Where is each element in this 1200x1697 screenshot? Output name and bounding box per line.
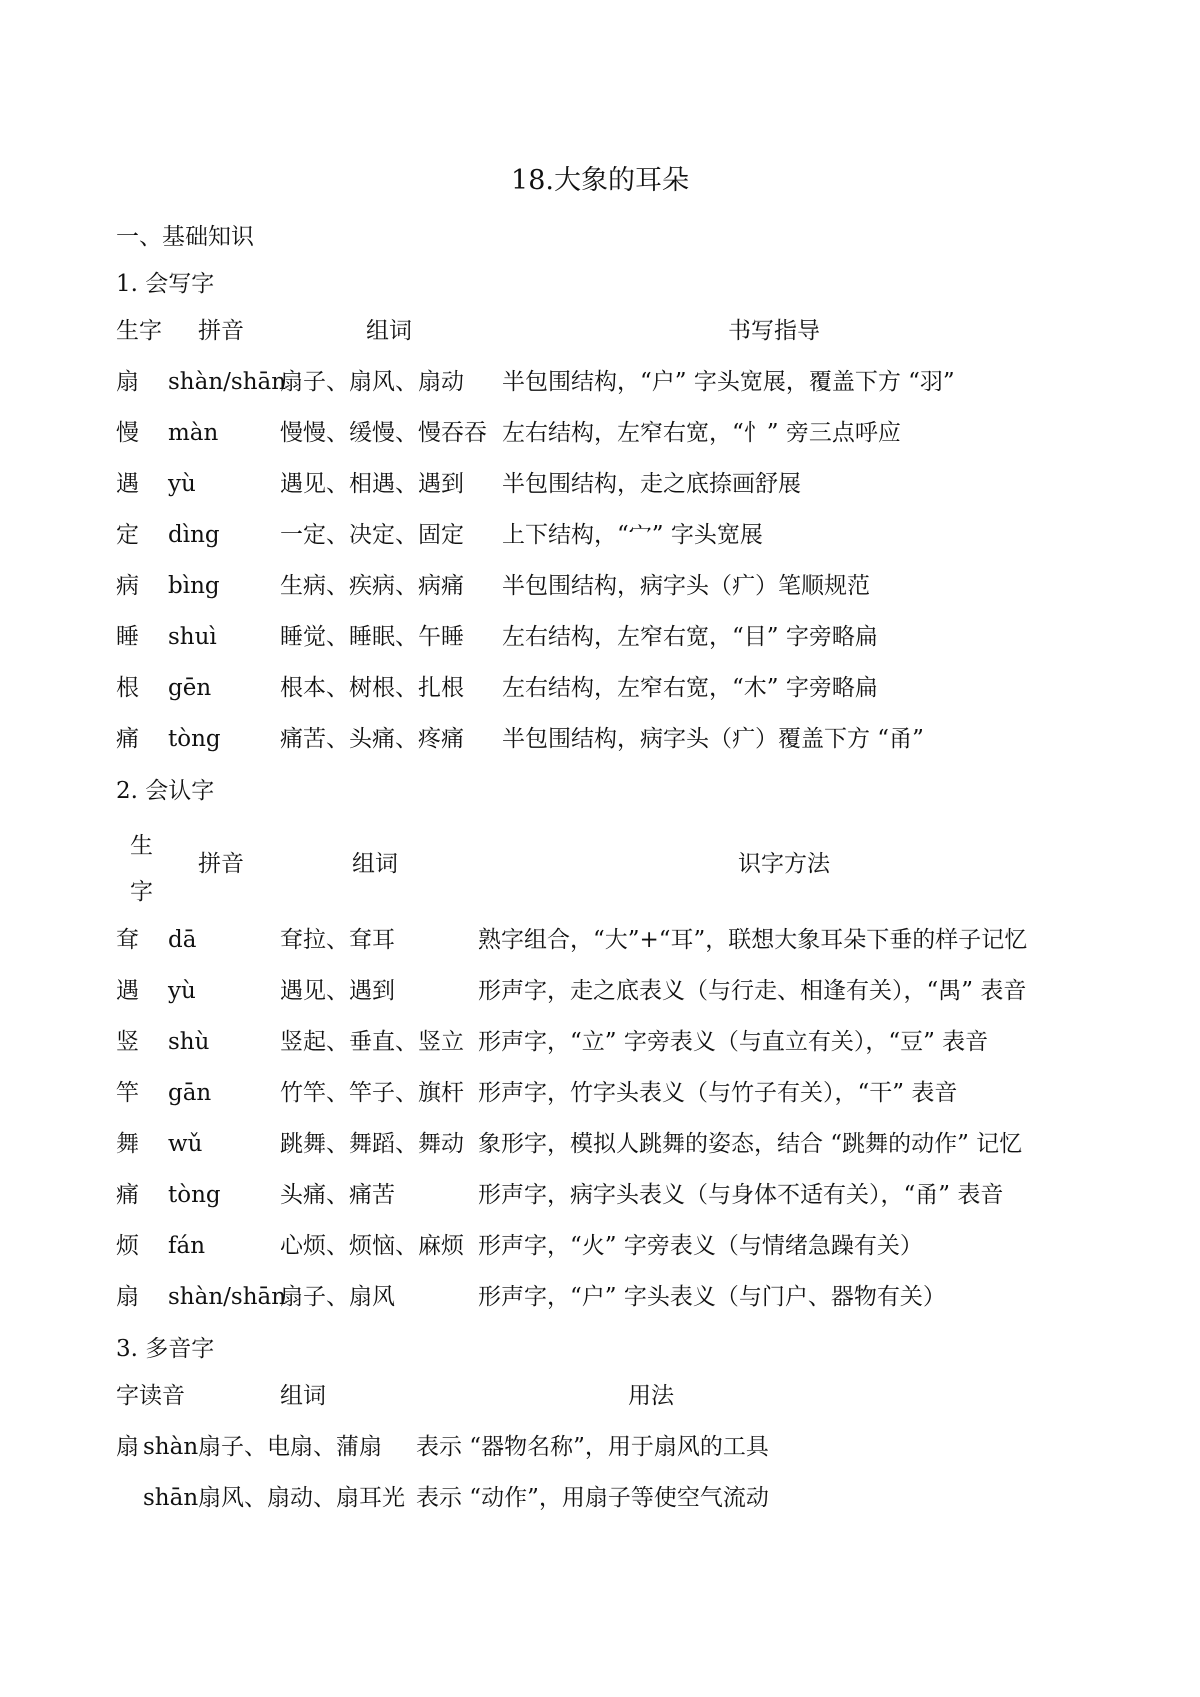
row-char: 慢 — [116, 420, 139, 446]
header-method: 识字方法 — [738, 851, 830, 877]
row-pinyin: bìng — [168, 573, 220, 599]
row-pinyin: tòng — [168, 726, 221, 752]
row-method: 形声字，病字头表义（与身体不适有关），“甬” 表音 — [478, 1182, 1004, 1208]
header-guide: 书写指导 — [728, 318, 820, 344]
table-row — [116, 1180, 1116, 1231]
row-words: 生病、疾病、病痛 — [280, 573, 464, 599]
row-pinyin: yù — [168, 978, 196, 1004]
row-guide: 半包围结构，病字头（疒）笔顺规范 — [502, 573, 870, 599]
row-guide: 左右结构，左窄右宽，“木” 字旁略扁 — [502, 675, 878, 701]
row-char: 痛 — [116, 726, 139, 752]
row-pinyin: tòng — [168, 1182, 221, 1208]
row-usage: 表示 “器物名称”，用于扇风的工具 — [416, 1434, 769, 1460]
row-guide: 上下结构，“宀” 字头宽展 — [502, 522, 763, 548]
polyphone-table-header — [116, 1381, 1116, 1432]
row-guide: 半包围结构，病字头（疒）覆盖下方 “甬” — [502, 726, 924, 752]
row-words: 竹竿、竿子、旗杆 — [280, 1080, 464, 1106]
polyphone-heading: 3. 多音字 — [116, 1336, 215, 1362]
table-row — [116, 1483, 1116, 1534]
section-heading-basics: 一、基础知识 — [116, 224, 254, 250]
row-pinyin: shàn/shān — [168, 1284, 287, 1310]
row-words: 扇风、扇动、扇耳光 — [198, 1485, 405, 1511]
table-row — [116, 1078, 1116, 1129]
recognize-heading: 2. 会认字 — [116, 778, 215, 804]
row-reading: shān — [143, 1485, 199, 1511]
header-pinyin: 拼音 — [198, 318, 244, 344]
table-row — [116, 571, 1116, 622]
row-char: 扇 — [116, 1434, 139, 1460]
header-usage: 用法 — [628, 1383, 674, 1409]
row-pinyin: gēn — [168, 675, 212, 701]
row-char: 痛 — [116, 1182, 139, 1208]
row-char: 烦 — [116, 1233, 139, 1259]
row-words: 痛苦、头痛、疼痛 — [280, 726, 464, 752]
row-pinyin: dā — [168, 927, 197, 953]
row-char: 竿 — [116, 1080, 139, 1106]
row-char: 遇 — [116, 978, 139, 1004]
row-pinyin: shù — [168, 1029, 210, 1055]
recognize-table-header — [116, 823, 1116, 925]
header-char-bottom: 字 — [130, 879, 153, 905]
row-words: 慢慢、缓慢、慢吞吞 — [280, 420, 487, 446]
table-row — [116, 1282, 1116, 1333]
table-row — [116, 418, 1116, 469]
header-words: 组词 — [352, 851, 398, 877]
row-method: 形声字，“立” 字旁表义（与直立有关），“豆” 表音 — [478, 1029, 989, 1055]
header-words: 组词 — [366, 318, 412, 344]
table-row — [116, 976, 1116, 1027]
row-char: 遇 — [116, 471, 139, 497]
row-guide: 半包围结构，“户” 字头宽展，覆盖下方 “羽” — [502, 369, 955, 395]
table-row — [116, 1432, 1116, 1483]
row-words: 扇子、扇风、扇动 — [280, 369, 464, 395]
row-guide: 半包围结构，走之底捺画舒展 — [502, 471, 801, 497]
row-words: 一定、决定、固定 — [280, 522, 464, 548]
row-char: 睡 — [116, 624, 139, 650]
row-pinyin: fán — [168, 1233, 206, 1259]
row-char: 耷 — [116, 927, 139, 953]
row-words: 心烦、烦恼、麻烦 — [280, 1233, 464, 1259]
row-guide: 左右结构，左窄右宽，“目” 字旁略扁 — [502, 624, 878, 650]
row-char: 竖 — [116, 1029, 139, 1055]
row-pinyin: yù — [168, 471, 196, 497]
row-pinyin: shàn/shān — [168, 369, 287, 395]
row-method: 象形字，模拟人跳舞的姿态，结合 “跳舞的动作” 记忆 — [478, 1131, 1023, 1157]
row-char: 病 — [116, 573, 139, 599]
table-row — [116, 520, 1116, 571]
row-words: 头痛、痛苦 — [280, 1182, 395, 1208]
row-words: 睡觉、睡眠、午睡 — [280, 624, 464, 650]
row-method: 形声字，走之底表义（与行走、相逢有关），“禺” 表音 — [478, 978, 1027, 1004]
header-pinyin: 拼音 — [198, 851, 244, 877]
row-words: 跳舞、舞蹈、舞动 — [280, 1131, 464, 1157]
row-words: 耷拉、耷耳 — [280, 927, 395, 953]
row-char: 扇 — [116, 1284, 139, 1310]
row-char: 扇 — [116, 369, 139, 395]
header-char-stacked — [130, 823, 153, 915]
table-row — [116, 1129, 1116, 1180]
row-pinyin: gān — [168, 1080, 212, 1106]
row-words: 扇子、电扇、蒲扇 — [198, 1434, 382, 1460]
write-table — [116, 316, 1116, 775]
header-char-reading: 字读音 — [116, 1383, 185, 1409]
row-method: 熟字组合，“大”+“耳”，联想大象耳朵下垂的样子记忆 — [478, 927, 1028, 953]
table-row — [116, 469, 1116, 520]
row-char: 舞 — [116, 1131, 139, 1157]
row-pinyin: dìng — [168, 522, 220, 548]
row-words: 根本、树根、扎根 — [280, 675, 464, 701]
table-row — [116, 622, 1116, 673]
write-heading: 1. 会写字 — [116, 271, 215, 297]
header-words: 组词 — [280, 1383, 326, 1409]
row-words: 遇见、遇到 — [280, 978, 395, 1004]
table-row — [116, 673, 1116, 724]
row-char: 根 — [116, 675, 139, 701]
row-pinyin: wǔ — [168, 1131, 203, 1157]
row-usage: 表示 “动作”，用扇子等使空气流动 — [416, 1485, 769, 1511]
recognize-table — [116, 823, 1116, 1333]
row-reading: shàn — [143, 1434, 199, 1460]
row-char: 定 — [116, 522, 139, 548]
table-row — [116, 925, 1116, 976]
row-guide: 左右结构，左窄右宽，“忄” 旁三点呼应 — [502, 420, 901, 446]
table-row — [116, 367, 1116, 418]
polyphone-table — [116, 1381, 1116, 1534]
header-char-top: 生 — [130, 833, 153, 859]
row-words: 遇见、相遇、遇到 — [280, 471, 464, 497]
row-method: 形声字，“户” 字头表义（与门户、器物有关） — [478, 1284, 946, 1310]
row-method: 形声字，竹字头表义（与竹子有关），“干” 表音 — [478, 1080, 958, 1106]
row-method: 形声字，“火” 字旁表义（与情绪急躁有关） — [478, 1233, 923, 1259]
header-char: 生字 — [116, 318, 162, 344]
table-row — [116, 724, 1116, 775]
row-pinyin: màn — [168, 420, 219, 446]
row-words: 扇子、扇风 — [280, 1284, 395, 1310]
row-words: 竖起、垂直、竖立 — [280, 1029, 464, 1055]
table-row — [116, 1027, 1116, 1078]
table-row — [116, 1231, 1116, 1282]
write-table-header — [116, 316, 1116, 367]
page-title: 18.大象的耳朵 — [511, 165, 689, 196]
row-pinyin: shuì — [168, 624, 217, 650]
